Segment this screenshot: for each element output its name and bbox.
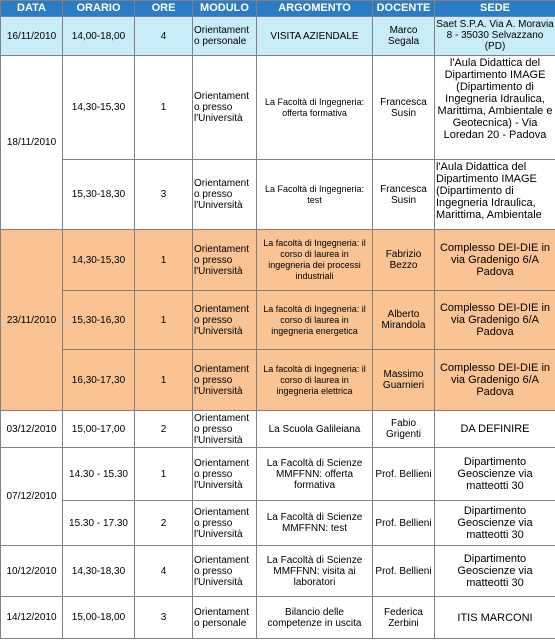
cell-docente: Prof. Bellieni [373,501,435,546]
cell-sede: Complesso DEI-DIE in via Gradenigo 6/A Padova [435,230,555,291]
cell-ore: 4 [135,546,193,597]
table-row [1,411,555,448]
cell-data: 10/12/2010 [1,546,63,597]
table-row [1,291,555,350]
cell-docente: Fabio Grigenti [373,411,435,448]
cell-sede: Dipartimento Geoscienze via matteotti 30 [435,448,555,501]
sede-text: l'Aula Didattica del Dipartimento IMAGE (Dipartimento di Ingegneria Idraulica, Marittima, Ambientale [436,160,542,221]
cell-orario: 14,30-15,30 [63,56,135,160]
cell-orario: 15,00-18,00 [63,597,135,639]
cell-data: 16/11/2010 [1,17,63,56]
cell-modulo: Orientament o presso l'Università [193,546,257,597]
cell-sede: Complesso DEI-DIE in via Gradenigo 6/A Padova [435,350,555,411]
cell-docente: Massimo Guarnieri [373,350,435,411]
cell-sede [435,17,555,56]
table-row [1,597,555,639]
cell-docente: Prof. Bellieni [373,448,435,501]
cell-data: 03/12/2010 [1,411,63,448]
cell-sede: Complesso DEI-DIE in via Gradenigo 6/A Padova [435,291,555,350]
cell-argomento: La Facoltà di Scienze MMFFNN: offerta formativa [257,448,373,501]
header-ore: ORE [135,1,193,17]
cell-orario: 14,00-18,00 [63,17,135,56]
cell-ore: 1 [135,350,193,411]
cell-argomento: La Facoltà di Scienze MMFFNN: test [257,501,373,546]
cell-data: 18/11/2010 [1,56,63,230]
cell-orario: 14,30-15,30 [63,230,135,291]
cell-docente: Francesca Susin [373,160,435,230]
cell-ore: 1 [135,230,193,291]
cell-modulo: Orientament o presso l'Università [193,56,257,160]
cell-modulo: Orientament o personale [193,597,257,639]
cell-modulo: Orientament o presso l'Università [193,448,257,501]
cell-modulo: Orientament o personale [193,17,257,56]
cell-data: 07/12/2010 [1,448,63,546]
cell-sede: ITIS MARCONI [435,597,555,639]
cell-docente: Federica Zerbini [373,597,435,639]
cell-docente: Prof. Bellieni [373,546,435,597]
cell-argomento: La facoltà di Ingegneria: il corso di laurea in ingegneria dei processi industriali [257,230,373,291]
cell-sede: Dipartimento Geoscienze via matteotti 30 [435,546,555,597]
cell-argomento: Bilancio delle competenze in uscita [257,597,373,639]
cell-argomento: La facoltà di Ingegneria: il corso di laurea in ingegneria elettrica [257,350,373,411]
table-row [1,17,555,56]
cell-modulo: Orientament o presso l'Università [193,350,257,411]
cell-docente: Francesca Susin [373,56,435,160]
cell-sede [435,160,555,230]
cell-sede: Dipartimento Geoscienze via matteotti 30 [435,501,555,546]
header-orario: ORARIO [63,1,135,17]
cell-modulo: Orientament o presso l'Università [193,411,257,448]
cell-ore: 1 [135,291,193,350]
cell-docente: Fabrizio Bezzo [373,230,435,291]
cell-orario: 15.30 - 17.30 [63,501,135,546]
cell-argomento: La Facoltà di Scienze MMFFNN: visita ai laboratori [257,546,373,597]
cell-ore: 3 [135,597,193,639]
cell-docente: Marco Segala [373,17,435,56]
table-row [1,448,555,501]
cell-orario: 14.30 - 15.30 [63,448,135,501]
table-row [1,160,555,230]
cell-orario: 15,30-16,30 [63,291,135,350]
header-row [1,1,555,17]
table-row [1,501,555,546]
cell-orario: 15,00-17,00 [63,411,135,448]
cell-data: 14/12/2010 [1,597,63,639]
sede-text: l'Aula Didattica del Dipartimento IMAGE (Dipartimento di Ingegneria Idraulica, Marittima, Ambientale e Geotecnica) - Via Loredan 20 - Padova [437,56,553,141]
table-row [1,546,555,597]
cell-data: 23/11/2010 [1,230,63,411]
header-modulo: MODULO [193,1,257,17]
sede-text: Saet S.P.A. Via A. Moravia 8 - 35030 Selvazzano (PD) [436,19,554,52]
cell-ore: 4 [135,17,193,56]
cell-modulo: Orientament o presso l'Università [193,291,257,350]
cell-modulo: Orientament o presso l'Università [193,501,257,546]
header-docente: DOCENTE [373,1,435,17]
cell-ore: 3 [135,160,193,230]
cell-orario: 16,30-17,30 [63,350,135,411]
cell-argomento: La Scuola Galileiana [257,411,373,448]
header-argomento: ARGOMENTO [257,1,373,17]
cell-sede [435,56,555,160]
cell-argomento: La Facoltà di Ingegneria: test [257,160,373,230]
cell-argomento: La Facoltà di Ingegneria: offerta formativa [257,56,373,160]
cell-docente: Alberto Mirandola [373,291,435,350]
table-row [1,350,555,411]
table-row [1,230,555,291]
cell-ore: 2 [135,411,193,448]
cell-orario: 14,30-18,30 [63,546,135,597]
header-sede: SEDE [435,1,555,17]
cell-orario: 15,30-18,30 [63,160,135,230]
cell-ore: 2 [135,501,193,546]
cell-ore: 1 [135,448,193,501]
header-data: DATA [1,1,63,17]
cell-modulo: Orientament o presso l'Università [193,230,257,291]
cell-ore: 1 [135,56,193,160]
table-row [1,56,555,160]
cell-argomento: La facoltà di Ingegneria: il corso di laurea in ingegneria energetica [257,291,373,350]
cell-argomento: VISITA AZIENDALE [257,17,373,56]
cell-sede: DA DEFINIRE [435,411,555,448]
cell-modulo: Orientament o presso l'Università [193,160,257,230]
